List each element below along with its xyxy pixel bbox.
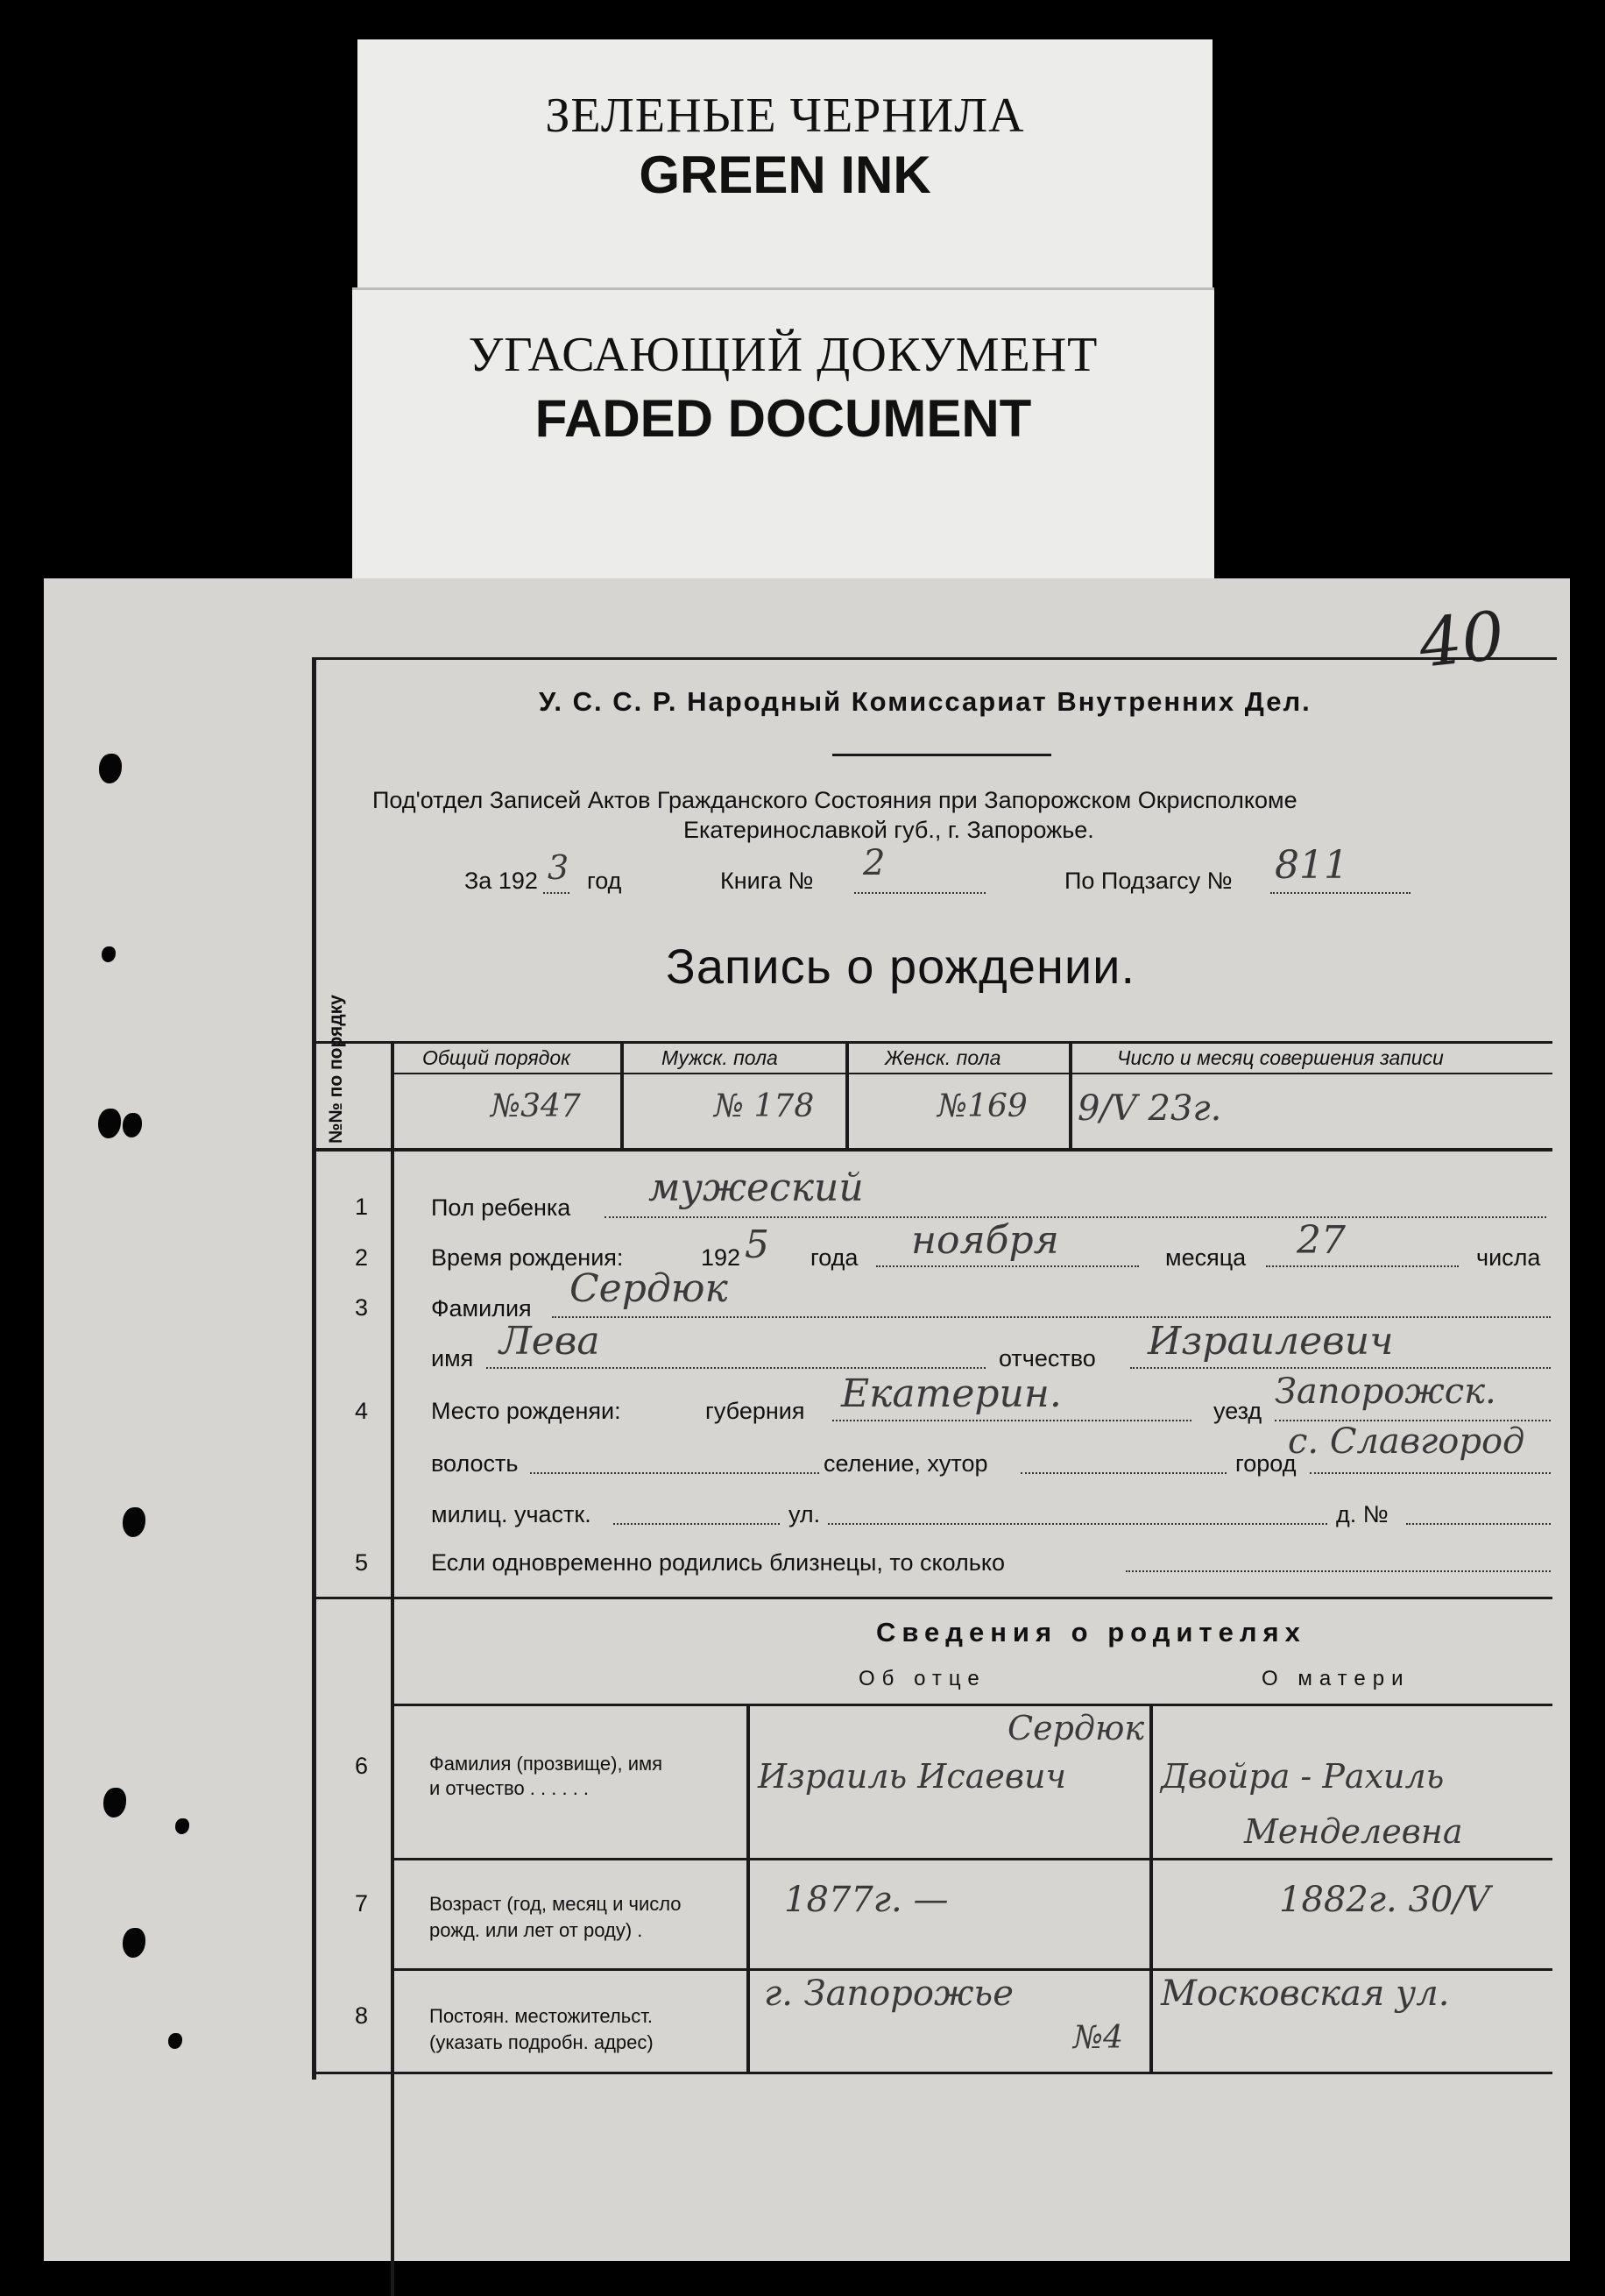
fill-line xyxy=(543,892,569,894)
order-column-header: №№ по порядку xyxy=(326,995,346,1144)
parent-address-label-1: Постоян. местожительст. xyxy=(429,2005,653,2027)
table-rule xyxy=(391,1704,1552,1706)
table-rule xyxy=(394,1073,1552,1074)
mother-address: Московская ул. xyxy=(1161,1974,1450,2014)
year-label: За 192 xyxy=(464,868,538,894)
volost-label: волость xyxy=(431,1450,519,1477)
surname-value: Сердюк xyxy=(569,1266,728,1311)
sex-label: Пол ребенка xyxy=(431,1194,571,1221)
fill-line xyxy=(828,1523,1327,1525)
parents-title: Сведения о родителях xyxy=(876,1617,1306,1648)
year-word: года xyxy=(810,1244,859,1271)
fill-line xyxy=(1126,1570,1551,1572)
green-ink-ru: ЗЕЛЕНЫЕ ЧЕРНИЛА xyxy=(545,89,1025,143)
form-title: Запись о рождении. xyxy=(666,939,1135,994)
fill-line xyxy=(605,1216,1546,1218)
table-rule xyxy=(312,1148,1552,1152)
father-address-2: №4 xyxy=(1073,2020,1123,2056)
column-divider xyxy=(620,1041,624,1148)
fill-line xyxy=(530,1472,819,1474)
faded-ru: УГАСАЮЩИЙ ДОКУМЕНТ xyxy=(468,328,1099,382)
street-label: ул. xyxy=(788,1501,821,1527)
header-subdepartment: Под'отдел Записей Актов Гражданского Состояния при Запорожском Окрисполкоме xyxy=(372,787,1297,813)
parent-age-label-1: Возраст (год, месяц и число xyxy=(429,1893,682,1915)
column-divider xyxy=(1149,1704,1153,2072)
table-rule xyxy=(391,1858,1552,1860)
table-rule xyxy=(312,1041,1552,1044)
fill-line xyxy=(552,1316,1551,1318)
table-rule xyxy=(312,2072,1552,2074)
male-value: № 178 xyxy=(714,1088,815,1124)
patronymic-label: отчество xyxy=(999,1345,1096,1371)
green-ink-en: GREEN INK xyxy=(639,145,931,204)
month-word: месяца xyxy=(1165,1244,1247,1271)
province-value: Екатерин. xyxy=(841,1371,1062,1416)
fill-line xyxy=(1270,892,1411,894)
row-number: 1 xyxy=(355,1194,369,1220)
fill-line xyxy=(1266,1265,1459,1267)
row-number: 5 xyxy=(355,1549,369,1576)
mother-name-2: Менделевна xyxy=(1244,1812,1463,1851)
fill-line xyxy=(832,1420,1191,1421)
column-divider xyxy=(391,1041,394,2296)
parent-address-label-2: (указать подробн. адрес) xyxy=(429,2031,654,2053)
general-order-value: №347 xyxy=(491,1088,581,1124)
village-label: селение, хутор xyxy=(824,1450,988,1477)
mother-age: 1882г. 30/V xyxy=(1279,1880,1490,1920)
mother-header: О матери xyxy=(1262,1667,1411,1690)
faded-en: FADED DOCUMENT xyxy=(534,389,1032,448)
row-number: 4 xyxy=(355,1398,369,1424)
city-label: город xyxy=(1235,1450,1297,1477)
book-label: Книга № xyxy=(720,868,814,894)
fill-line xyxy=(1130,1367,1551,1369)
date-value: 9/V 23г. xyxy=(1078,1088,1222,1129)
row-number: 2 xyxy=(355,1244,369,1271)
fill-line xyxy=(1406,1523,1551,1525)
father-address: г. Запорожье xyxy=(764,1974,1014,2014)
birth-year-value: 5 xyxy=(745,1222,769,1267)
row-number: 8 xyxy=(355,2002,369,2029)
father-header: Об отце xyxy=(859,1667,986,1690)
parent-name-label-1: Фамилия (прозвище), имя xyxy=(429,1753,663,1775)
archive-page-number: 40 xyxy=(1415,596,1509,683)
province-label: губерния xyxy=(705,1398,805,1424)
name-label: имя xyxy=(431,1345,474,1371)
place-label: Место рожденяи: xyxy=(431,1398,621,1424)
row-number: 3 xyxy=(355,1294,369,1321)
fill-line xyxy=(876,1265,1139,1267)
table-rule xyxy=(391,1968,1552,1971)
table-rule xyxy=(312,1597,1552,1599)
fill-line xyxy=(1310,1472,1551,1474)
female-value: №169 xyxy=(937,1088,1028,1124)
green-ink-label xyxy=(357,39,1213,302)
house-label: д. № xyxy=(1336,1501,1389,1527)
city-value: с. Славгород xyxy=(1288,1421,1525,1462)
twins-label: Если одновременно родились близнецы, то сколько xyxy=(431,1549,1005,1576)
fill-line xyxy=(613,1523,780,1525)
year-suffix: год xyxy=(587,868,622,894)
patronymic-value: Израилевич xyxy=(1148,1319,1394,1364)
parent-name-label-2: и отчество . . . . . . xyxy=(429,1777,590,1799)
district-value: Запорожск. xyxy=(1275,1371,1496,1412)
birth-label: Время рождения: xyxy=(431,1244,624,1271)
district-label: уезд xyxy=(1213,1398,1262,1424)
column-divider xyxy=(746,1704,750,2072)
column-divider xyxy=(845,1041,849,1148)
sex-value: мужеский xyxy=(648,1166,864,1210)
mother-name-1: Двойра - Рахиль xyxy=(1161,1757,1445,1796)
birth-year-prefix: 192 xyxy=(701,1244,741,1271)
female-header: Женск. пола xyxy=(885,1046,1001,1069)
surname-label: Фамилия xyxy=(431,1295,532,1322)
header-province: Екатеринославкой губ., г. Запорожье. xyxy=(683,817,1094,843)
male-header: Мужск. пола xyxy=(661,1046,778,1069)
general-order-header: Общий порядок xyxy=(422,1046,571,1069)
subsection-value: 811 xyxy=(1275,843,1348,888)
father-surname: Сердюк xyxy=(1008,1709,1145,1747)
header-rule xyxy=(832,754,1051,756)
name-value: Лева xyxy=(499,1319,600,1364)
column-divider xyxy=(1069,1041,1072,1148)
day-word: числа xyxy=(1476,1244,1541,1271)
subsection-label: По Подзагсу № xyxy=(1064,868,1233,894)
faded-document-label xyxy=(352,287,1214,584)
birth-day-value: 27 xyxy=(1297,1218,1346,1263)
fill-line xyxy=(854,892,986,894)
date-header: Число и месяц совершения записи xyxy=(1117,1046,1444,1069)
header-ministry: У. С. С. Р. Народный Комиссариат Внутренних Дел. xyxy=(539,686,1312,717)
father-name: Израиль Исаевич xyxy=(758,1757,1067,1796)
police-label: милиц. участк. xyxy=(431,1501,591,1527)
fill-line xyxy=(1021,1472,1227,1474)
birth-month-value: ноября xyxy=(911,1218,1059,1263)
parent-age-label-2: рожд. или лет от роду) . xyxy=(429,1919,643,1941)
fill-line xyxy=(486,1367,986,1369)
year-value: 3 xyxy=(548,848,569,887)
father-age: 1877г. — xyxy=(784,1880,949,1920)
row-number: 7 xyxy=(355,1890,369,1917)
book-value: 2 xyxy=(863,843,886,883)
row-number: 6 xyxy=(355,1753,369,1779)
